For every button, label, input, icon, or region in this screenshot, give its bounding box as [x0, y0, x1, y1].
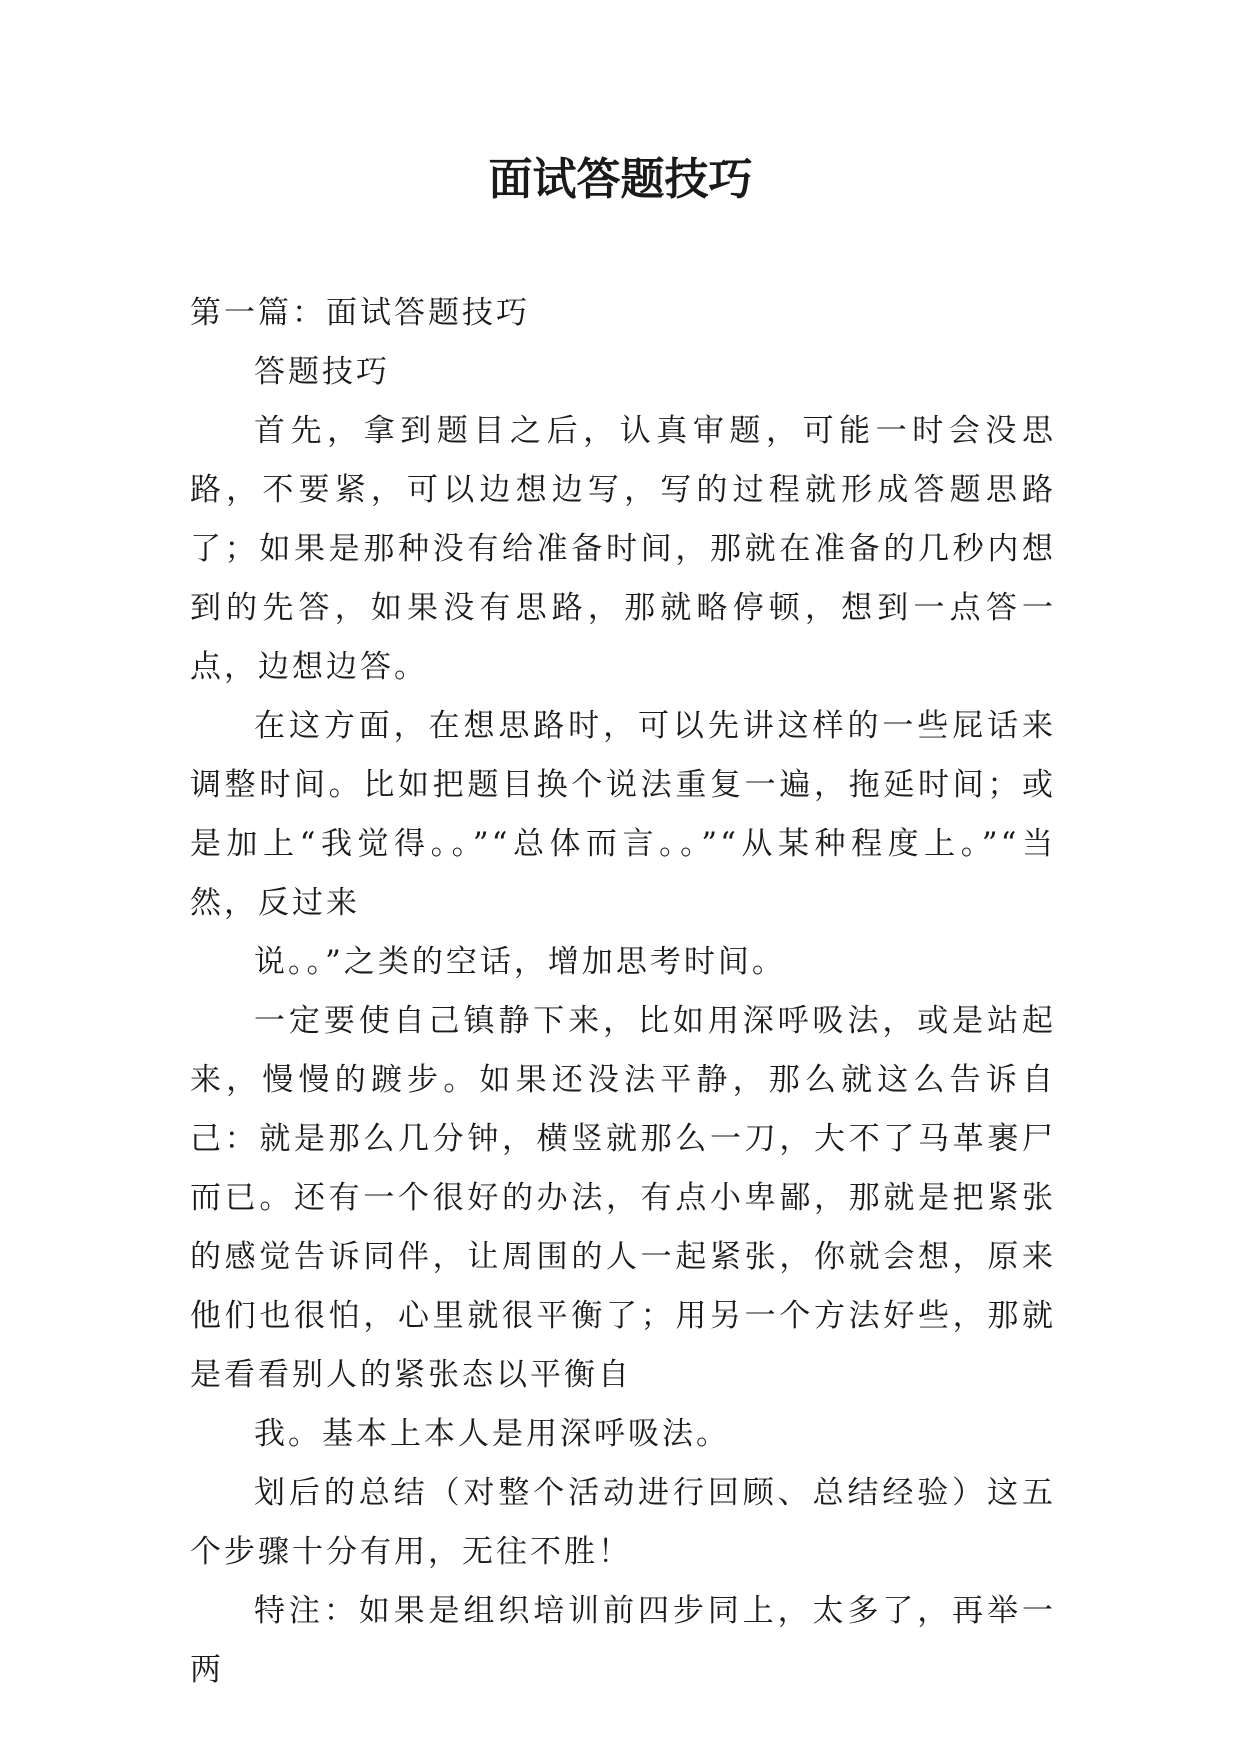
paragraph: 在这方面，在想思路时，可以先讲这样的一些屁话来调整时间。比如把题目换个说法重复一遍，拖延时间；或是加上“我觉得。。”“总体而言。。”“从某种程度上。”“当然，反过来: [190, 708, 1056, 921]
section-heading: 第一篇：面试答题技巧: [190, 295, 530, 331]
document-title: 面试答题技巧: [488, 154, 753, 205]
document-body: [190, 284, 1056, 1700]
paragraph: 我。基本上本人是用深呼吸法。: [254, 1416, 730, 1452]
paragraph: 首先，拿到题目之后，认真审题，可能一时会没思路，不要紧，可以边想边写，写的过程就形成答题思路了；如果是那种没有给准备时间，那就在准备的几秒内想到的先答，如果没有思路，那就略停顿，想到一点答一点，边想边答。: [190, 413, 1056, 685]
subheading: 答题技巧: [254, 354, 390, 390]
paragraph: 说。。”之类的空话，增加思考时间。: [254, 944, 786, 980]
paragraph: 一定要使自己镇静下来，比如用深呼吸法，或是站起来，慢慢的踱步。如果还没法平静，那么就这么告诉自己：就是那么几分钟，横竖就那么一刀，大不了马革裹尸而已。还有一个很好的办法，有点小卑鄙，那就是把紧张的感觉告诉同伴，让周围的人一起紧张，你就会想，原来他们也很怕，心里就很平衡了；用另一个方法好些，那就是看看别人的紧张态以平衡自: [190, 1003, 1056, 1393]
paragraph: 划后的总结（对整个活动进行回顾、总结经验）这五个步骤十分有用，无往不胜！: [190, 1475, 1056, 1570]
paragraph: 特注：如果是组织培训前四步同上，太多了，再举一两: [190, 1593, 1056, 1688]
